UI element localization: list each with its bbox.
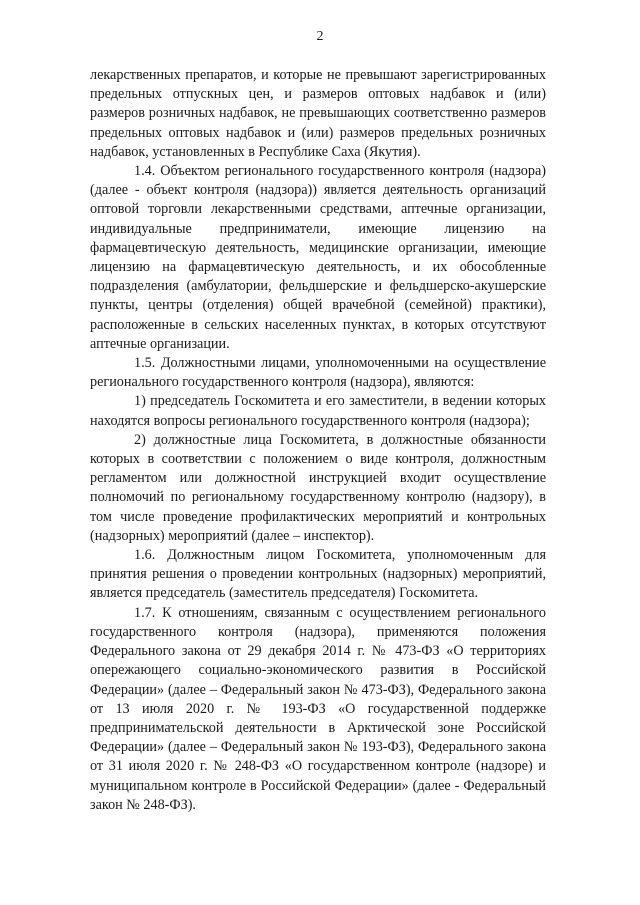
paragraph-1-5: 1.5. Должностными лицами, уполномоченными на осуществление регионального государственного контроля (надзора), являются: xyxy=(90,355,546,391)
paragraph-1-6: 1.6. Должностным лицом Госкомитета, уполномоченным для принятия решения о проведении контрольных (надзорных) мероприятий, является председатель (заместитель председателя) Госкомитета. xyxy=(90,547,546,602)
paragraph-continuation: лекарственных препаратов, и которые не превышают зарегистрированных предельных отпускных цен, и размеров оптовых надбавок и (или) размеров розничных надбавок, не превышающих соответственно размеров предельных оптовых надбавок и (или) размеров предельных розничных надбавок, установленных в Республике Саха (Якутия). xyxy=(90,67,546,160)
page-number: 2 xyxy=(316,29,324,44)
paragraph-1-5-item-1: 1) председатель Госкомитета и его заместители, в ведении которых находятся вопросы регионального государственного контроля (надзора); xyxy=(90,393,546,429)
document-body xyxy=(90,66,546,815)
paragraph-1-5-item-2: 2) должностные лица Госкомитета, в должностные обязанности которых в соответствии с положением о виде контроля, должностным регламентом или должностной инструкцией входит осуществление полномочий по региональному государственному контролю (надзору), в том числе проведение профилактических мероприятий и контрольных (надзорных) мероприятий (далее – инспектор). xyxy=(90,431,546,544)
paragraph-1-7: 1.7. К отношениям, связанным с осуществлением регионального государственного контроля (надзора), применяются положения Федерального закона от 29 декабря 2014 г. № 473-ФЗ «О территориях опережающего социально-экономического развития в Российской Федерации» (далее – Федеральный закон № 473-ФЗ), Федерального закона от 13 июля 2020 г. № 193-ФЗ «О государственной поддержке предпринимательской деятельности в Арктической зоне Российской Федерации» (далее – Федеральный закон № 193-ФЗ), Федерального закона от 31 июля 2020 г. № 248-ФЗ «О государственном контроле (надзоре) и муниципальном контроле в Российской Федерации» (далее - Федеральный закон № 248-ФЗ). xyxy=(90,604,546,813)
paragraph-1-4: 1.4. Объектом регионального государственного контроля (надзора) (далее - объект контроля (надзора)) является деятельность организаций оптовой торговли лекарственными средствами, аптечные организации, индивидуальные предприниматели, имеющие лицензию на фармацевтическую деятельность, медицинские организации, имеющие лицензию на фармацевтическую деятельность, и их обособленные подразделения (амбулатории, фельдшерские и фельдшерско-акушерские пункты, центры (отделения) общей врачебной (семейной) практики), расположенные в сельских населенных пунктах, в которых отсутствуют аптечные организации. xyxy=(90,163,546,352)
